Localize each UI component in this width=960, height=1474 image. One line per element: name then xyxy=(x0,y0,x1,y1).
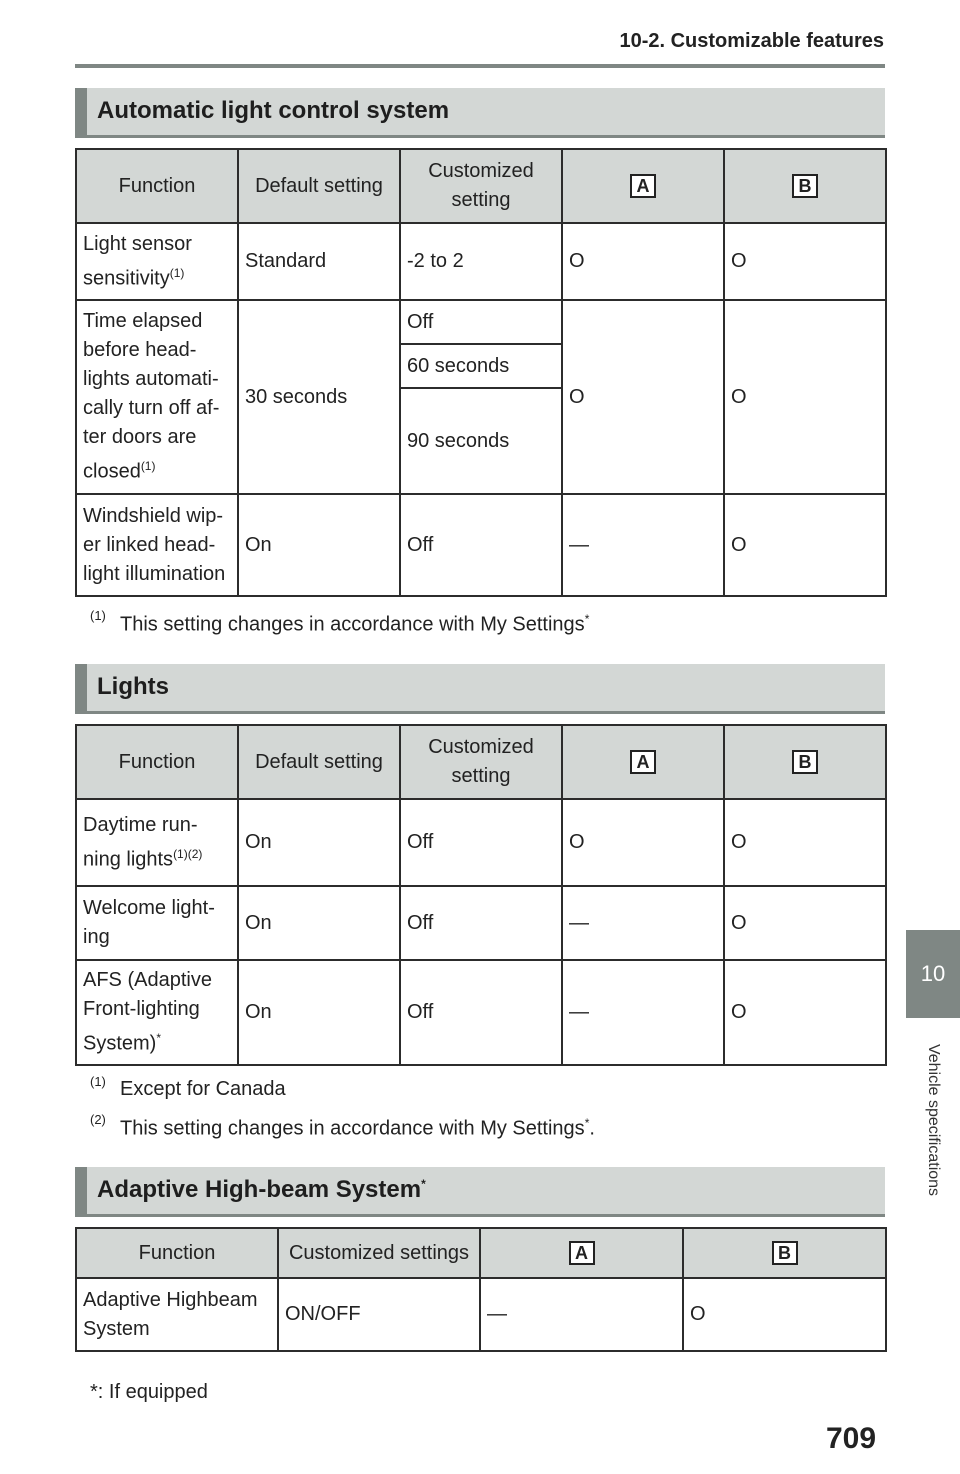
section-title xyxy=(97,1176,426,1204)
cell-custom: Off xyxy=(400,960,562,1065)
column-header-function: Function xyxy=(76,725,238,799)
section-title: Lights xyxy=(97,673,169,700)
note-tail: . xyxy=(589,1117,595,1140)
column-header-b xyxy=(724,149,886,223)
cell-default: 30 seconds xyxy=(238,300,400,494)
cell-function xyxy=(76,300,238,494)
table-note xyxy=(90,608,590,637)
cell-b: O xyxy=(724,494,886,596)
cell-a: — xyxy=(562,960,724,1065)
cell-function: Adaptive Highbeam System xyxy=(76,1278,278,1351)
table-note xyxy=(90,1074,286,1101)
column-header-function: Function xyxy=(76,149,238,223)
lights-table xyxy=(75,724,887,1066)
note-text: This setting changes in accordance with My Settings xyxy=(120,613,585,636)
table-row xyxy=(76,799,886,886)
footnote-mark: (1) xyxy=(169,265,185,280)
cell-default: On xyxy=(238,960,400,1065)
cell-custom-option: 90 seconds xyxy=(400,388,562,494)
cell-a: O xyxy=(562,223,724,300)
footnote-mark: (1) xyxy=(140,459,156,474)
section-title: Automatic light control system xyxy=(97,97,450,124)
column-header-a xyxy=(562,149,724,223)
table-note xyxy=(90,1112,595,1141)
function-text: Light sensor sensitivity xyxy=(83,232,192,290)
cell-default: On xyxy=(238,799,400,886)
adaptive-high-beam-table xyxy=(75,1227,887,1352)
cell-custom: Off xyxy=(400,799,562,886)
note-text: This setting changes in accordance with My Settings xyxy=(120,1117,585,1140)
cell-b: O xyxy=(683,1278,886,1351)
section-heading-lights xyxy=(75,664,885,714)
b-label-box: B xyxy=(772,1241,798,1265)
cell-default: On xyxy=(238,886,400,960)
section-heading-adaptive-high-beam xyxy=(75,1167,885,1217)
table-row xyxy=(76,300,886,344)
b-label-box: B xyxy=(792,174,818,198)
function-text: AFS (Adaptive Front-lighting System) xyxy=(83,969,212,1055)
chapter-tab: 10 xyxy=(906,930,960,1018)
cell-b: O xyxy=(724,799,886,886)
note-asterisk: * xyxy=(584,612,590,626)
footnote-mark: * xyxy=(156,1031,162,1046)
cell-custom: Off xyxy=(400,494,562,596)
table-header-row xyxy=(76,1228,886,1278)
page-header-title: 10-2. Customizable features xyxy=(619,30,884,52)
table-row xyxy=(76,886,886,960)
column-header-b xyxy=(724,725,886,799)
cell-default: On xyxy=(238,494,400,596)
cell-a: — xyxy=(562,886,724,960)
note-text: Except for Canada xyxy=(120,1078,286,1100)
page-number: 709 xyxy=(826,1422,877,1455)
cell-custom-option: Off xyxy=(400,300,562,344)
cell-function xyxy=(76,799,238,886)
column-header-b xyxy=(683,1228,886,1278)
a-label-box: A xyxy=(630,174,656,198)
column-header-default-setting: Default setting xyxy=(238,725,400,799)
table-row xyxy=(76,494,886,596)
column-header-customized-setting: Customized setting xyxy=(400,725,562,799)
section-title-asterisk: * xyxy=(421,1177,426,1191)
column-header-a xyxy=(480,1228,683,1278)
if-equipped-footnote: *: If equipped xyxy=(90,1381,208,1403)
cell-a: — xyxy=(562,494,724,596)
cell-default: Standard xyxy=(238,223,400,300)
column-header-a xyxy=(562,725,724,799)
cell-custom: -2 to 2 xyxy=(400,223,562,300)
table-header-row xyxy=(76,725,886,799)
table-row xyxy=(76,223,886,300)
cell-b: O xyxy=(724,960,886,1065)
b-label-box: B xyxy=(792,750,818,774)
cell-function xyxy=(76,223,238,300)
function-text: Daytime run-ning lights xyxy=(83,813,198,871)
column-header-customized-setting: Customized setting xyxy=(400,149,562,223)
note-marker: (2) xyxy=(90,1112,106,1127)
column-header-function: Function xyxy=(76,1228,278,1278)
column-header-default-setting: Default setting xyxy=(238,149,400,223)
chapter-label: Vehicle specifications xyxy=(925,1043,942,1197)
automatic-light-control-table xyxy=(75,148,887,597)
cell-custom: ON/OFF xyxy=(278,1278,480,1351)
table-header-row xyxy=(76,149,886,223)
note-marker: (1) xyxy=(90,608,106,623)
cell-function: Windshield wip-er linked head-light illumination xyxy=(76,494,238,596)
cell-b: O xyxy=(724,886,886,960)
cell-custom-option: 60 seconds xyxy=(400,344,562,388)
header-rule xyxy=(75,64,885,68)
cell-function xyxy=(76,960,238,1065)
note-asterisk: * xyxy=(584,1116,590,1130)
column-header-customized-settings: Customized settings xyxy=(278,1228,480,1278)
section-title-text: Adaptive High-beam System xyxy=(97,1176,422,1203)
function-text: Time elapsed before head-lights automati-cally turn off af-ter doors are closed xyxy=(83,310,220,483)
cell-a: — xyxy=(480,1278,683,1351)
cell-a: O xyxy=(562,300,724,494)
cell-custom: Off xyxy=(400,886,562,960)
a-label-box: A xyxy=(569,1241,595,1265)
cell-function: Welcome light-ing xyxy=(76,886,238,960)
cell-a: O xyxy=(562,799,724,886)
footnote-mark: (1)(2) xyxy=(173,846,203,861)
section-heading-automatic-light-control xyxy=(75,88,885,138)
cell-b: O xyxy=(724,300,886,494)
table-row xyxy=(76,1278,886,1351)
cell-b: O xyxy=(724,223,886,300)
table-row xyxy=(76,960,886,1065)
note-marker: (1) xyxy=(90,1074,106,1089)
a-label-box: A xyxy=(630,750,656,774)
